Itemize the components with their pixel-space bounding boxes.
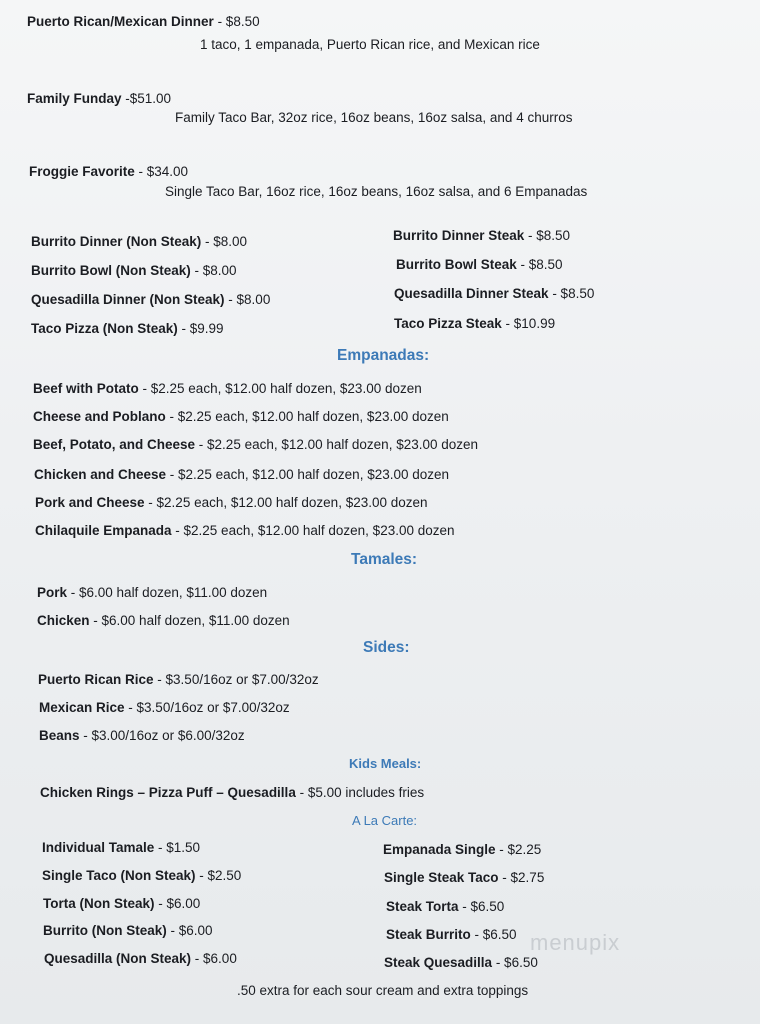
section-heading-a-la-carte: A La Carte: [352, 813, 418, 828]
dinner-item: Quesadilla Dinner (Non Steak) - $8.00 [31, 292, 271, 307]
dinner-item: Burrito Bowl (Non Steak) - $8.00 [31, 263, 237, 278]
dinner-item: Burrito Bowl Steak - $8.50 [396, 257, 563, 272]
watermark: menupix [530, 930, 621, 955]
alacarte-item: Burrito (Non Steak) - $6.00 [43, 923, 213, 938]
side-item: Beans - $3.00/16oz or $6.00/32oz [39, 728, 245, 743]
combo-description: Single Taco Bar, 16oz rice, 16oz beans, 16oz salsa, and 6 Empanadas [165, 184, 588, 199]
dinner-item: Taco Pizza (Non Steak) - $9.99 [31, 321, 224, 336]
combo-item: Froggie Favorite - $34.00 [29, 164, 189, 179]
combo-item: Puerto Rican/Mexican Dinner - $8.50 [27, 14, 260, 29]
section-heading-empanadas: Empanadas: [337, 347, 430, 364]
alacarte-item: Steak Torta - $6.50 [386, 899, 505, 914]
alacarte-item: Single Steak Taco - $2.75 [384, 870, 545, 885]
dinner-item: Burrito Dinner Steak - $8.50 [393, 228, 571, 243]
side-item: Mexican Rice - $3.50/16oz or $7.00/32oz [39, 700, 290, 715]
alacarte-item: Torta (Non Steak) - $6.00 [43, 896, 201, 911]
alacarte-item: Quesadilla (Non Steak) - $6.00 [44, 951, 237, 966]
tamale-item: Chicken - $6.00 half dozen, $11.00 dozen [37, 613, 290, 628]
side-item: Puerto Rican Rice - $3.50/16oz or $7.00/32oz [38, 672, 319, 687]
alacarte-item: Empanada Single - $2.25 [383, 842, 542, 857]
dinner-item: Quesadilla Dinner Steak - $8.50 [394, 286, 595, 301]
extras-note: .50 extra for each sour cream and extra toppings [237, 983, 529, 998]
section-heading-sides: Sides: [363, 639, 410, 656]
empanada-item: Pork and Cheese - $2.25 each, $12.00 half dozen, $23.00 dozen [35, 495, 428, 510]
dinner-item: Taco Pizza Steak - $10.99 [394, 316, 556, 331]
alacarte-item: Individual Tamale - $1.50 [42, 840, 201, 855]
dinner-item: Burrito Dinner (Non Steak) - $8.00 [31, 234, 248, 249]
combo-description: 1 taco, 1 empanada, Puerto Rican rice, and Mexican rice [200, 37, 540, 52]
kids-meal-item: Chicken Rings – Pizza Puff – Quesadilla - $5.00 includes fries [40, 785, 425, 800]
empanada-item: Beef, Potato, and Cheese - $2.25 each, $12.00 half dozen, $23.00 dozen [33, 437, 479, 452]
combo-item: Family Funday -$51.00 [27, 91, 172, 106]
alacarte-item: Steak Burrito - $6.50 [386, 927, 517, 942]
combo-description: Family Taco Bar, 32oz rice, 16oz beans, 16oz salsa, and 4 churros [175, 110, 573, 125]
empanada-item: Cheese and Poblano - $2.25 each, $12.00 half dozen, $23.00 dozen [33, 409, 449, 424]
alacarte-item: Steak Quesadilla - $6.50 [384, 955, 538, 970]
section-heading-tamales: Tamales: [351, 551, 418, 568]
empanada-item: Chilaquile Empanada - $2.25 each, $12.00 half dozen, $23.00 dozen [35, 523, 455, 538]
tamale-item: Pork - $6.00 half dozen, $11.00 dozen [37, 585, 268, 600]
alacarte-item: Single Taco (Non Steak) - $2.50 [42, 868, 242, 883]
empanada-item: Beef with Potato - $2.25 each, $12.00 half dozen, $23.00 dozen [33, 381, 422, 396]
section-heading-kids-meals: Kids Meals: [349, 756, 422, 771]
empanada-item: Chicken and Cheese - $2.25 each, $12.00 half dozen, $23.00 dozen [34, 467, 450, 482]
